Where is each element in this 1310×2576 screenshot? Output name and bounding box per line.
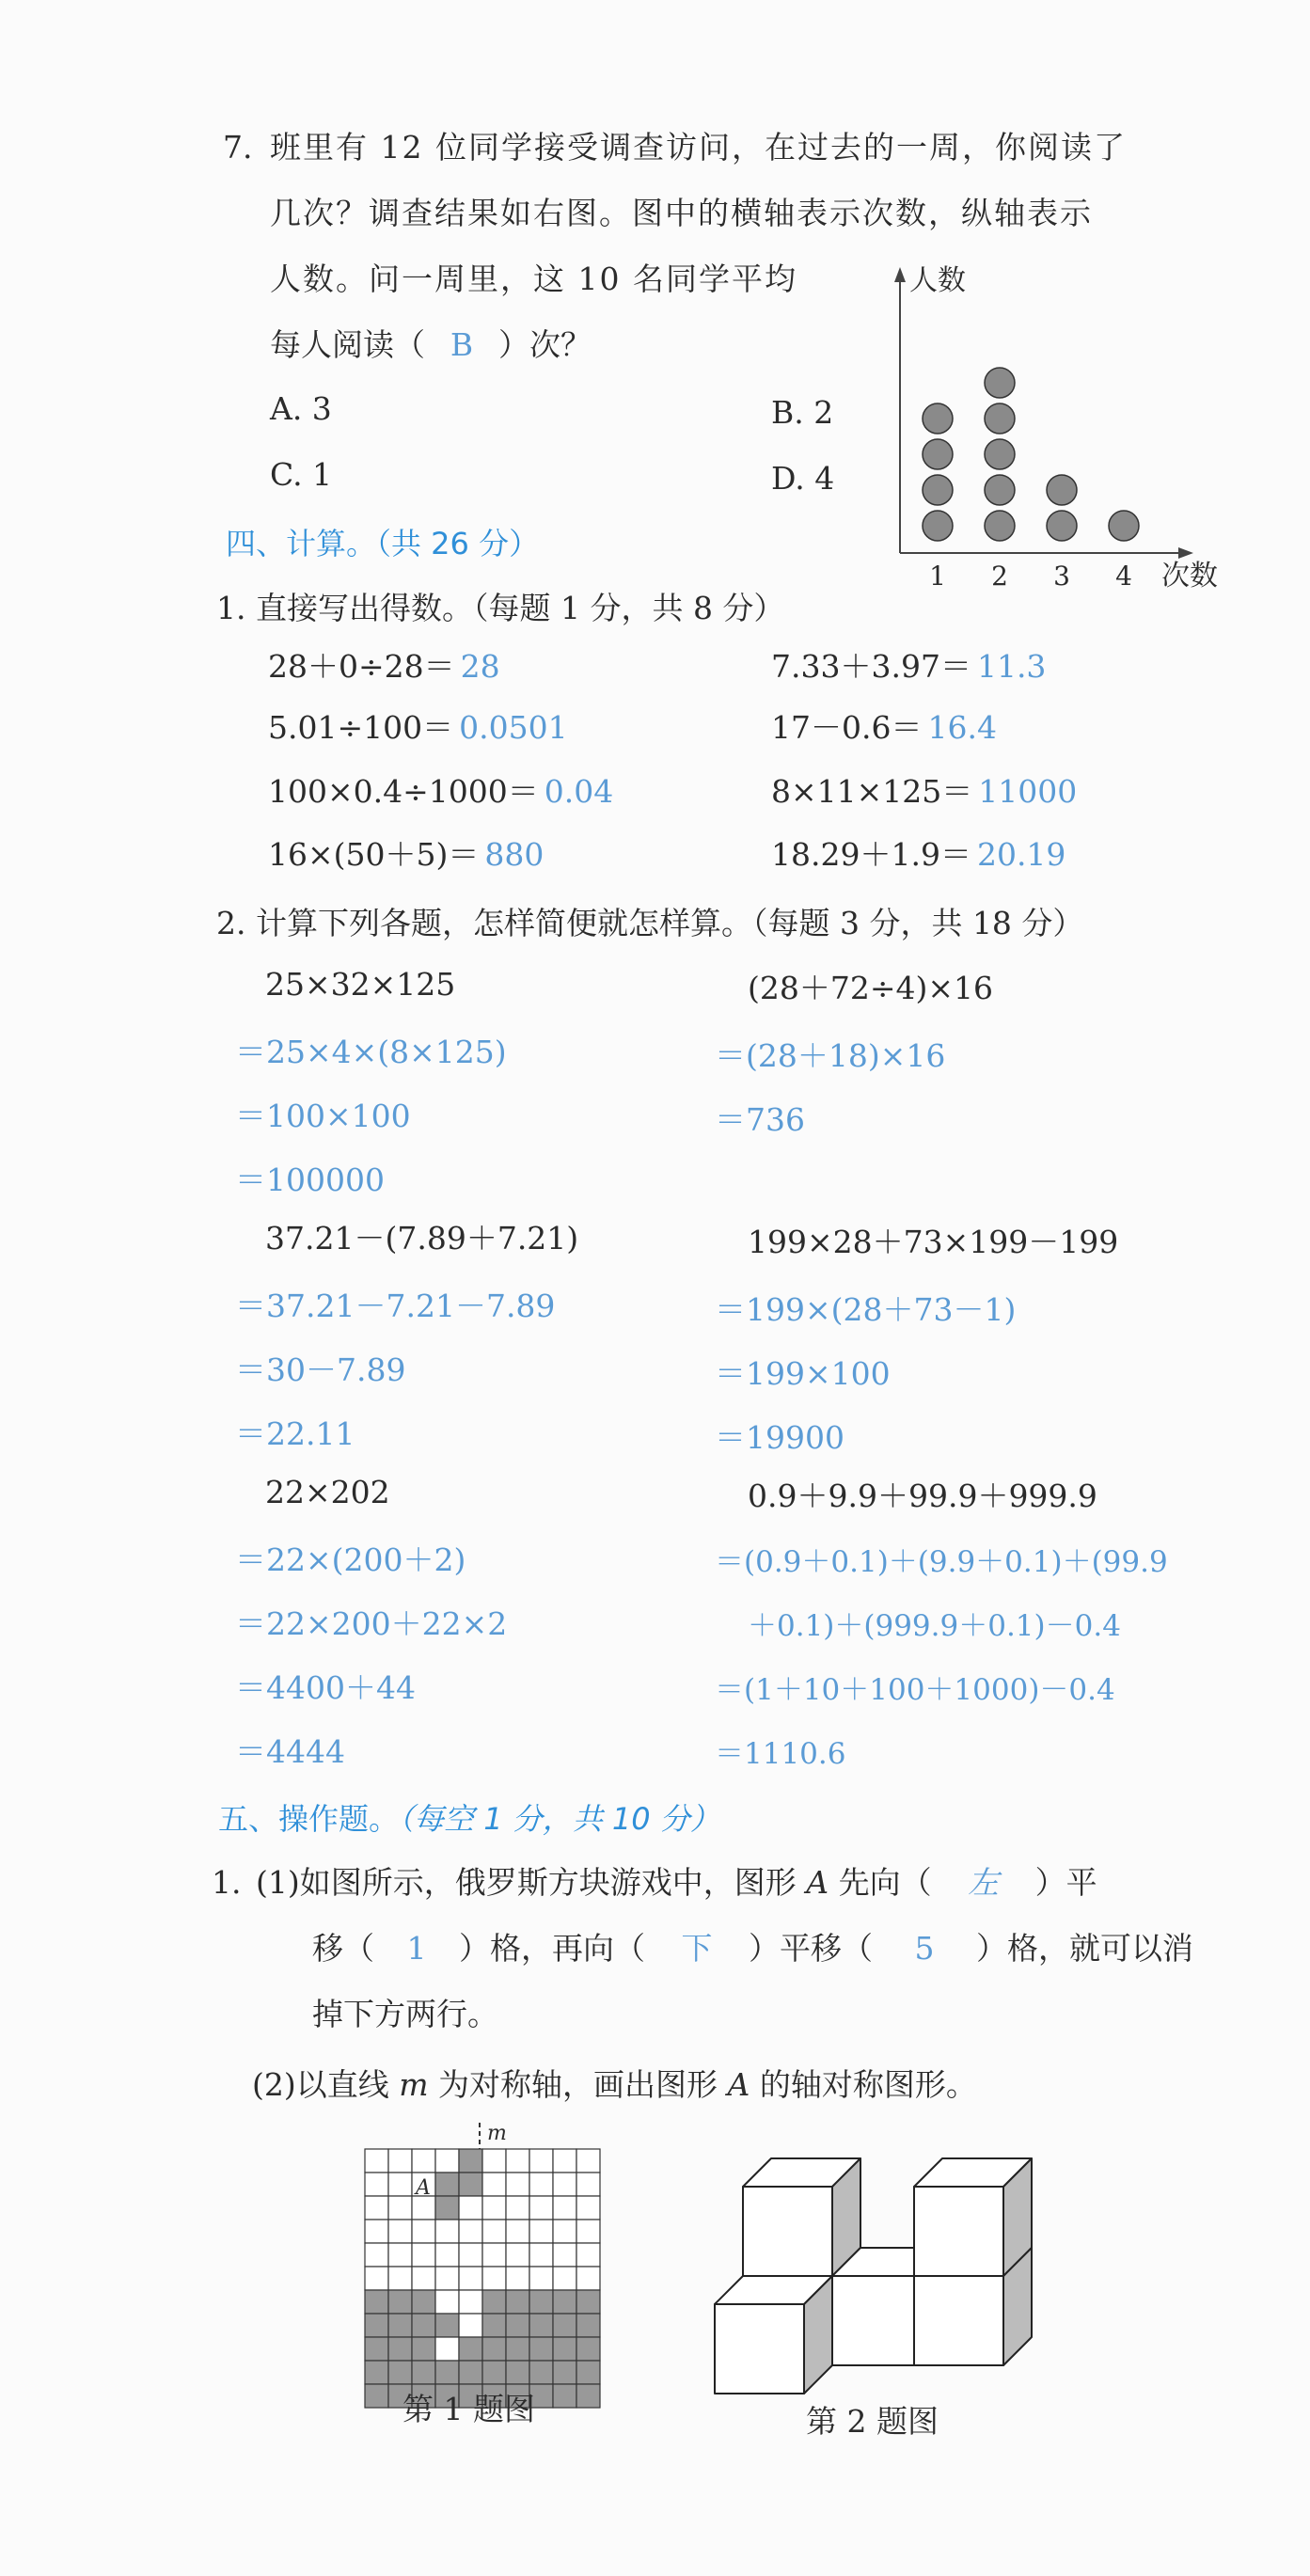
grid-cell: [459, 2290, 482, 2314]
grid-cell: [553, 2290, 576, 2314]
op-q2-part: 为对称轴，画出图形: [438, 2066, 718, 2103]
grid-cell: [388, 2243, 412, 2267]
figure-a-label: A: [727, 2066, 750, 2103]
grid-cell: [435, 2267, 459, 2290]
op-q1-line-2: [312, 1930, 1193, 1967]
blank-direction-1: 左: [968, 1864, 1000, 1901]
grid-cell: [459, 2196, 482, 2220]
grid-cell: [529, 2337, 553, 2361]
op-q1-text: ）平: [1034, 1864, 1097, 1901]
calc-expr: 8×11×125＝: [771, 773, 973, 810]
grid-cell: [435, 2149, 459, 2173]
calc-q1-title: 1. 直接写出得数。（每题 1 分，共 8 分）: [216, 590, 785, 626]
chart-dot: [985, 439, 1015, 469]
grid-cell: [412, 2361, 435, 2384]
grid-cell: [553, 2243, 576, 2267]
calc-item: [771, 709, 997, 746]
grid-cell: [459, 2267, 482, 2290]
calc-item: [771, 836, 1066, 873]
grid-cell: [435, 2361, 459, 2384]
problem-expression: 37.21－(7.89＋7.21): [265, 1220, 579, 1256]
grid-cell: [412, 2267, 435, 2290]
line-m-label: m: [399, 2066, 429, 2103]
grid-cell: [459, 2361, 482, 2384]
grid-cell: [482, 2220, 506, 2243]
chart-dot: [1047, 475, 1077, 505]
q7-option-b: B. 2: [771, 394, 834, 431]
grid-cell: [435, 2337, 459, 2361]
grid-cell: [529, 2314, 553, 2337]
section-5-title: [218, 1801, 720, 1837]
section-4-title: 四、计算。（共 26 分）: [226, 526, 540, 561]
chart-x-tick-label: 2: [991, 561, 1008, 592]
tetris-grid-figure: [357, 2121, 611, 2403]
grid-cell: [482, 2314, 506, 2337]
grid-cell: [482, 2243, 506, 2267]
problem-step: ＝(28＋18)×16: [715, 1037, 946, 1074]
op-q1-text: (1)如图所示，俄罗斯方块游戏中，图形: [256, 1864, 797, 1901]
grid-cell: [576, 2149, 600, 2173]
chart-dot: [1109, 511, 1139, 541]
grid-cell: [506, 2220, 529, 2243]
q7-stem-suffix: ）次？: [498, 326, 592, 363]
grid-cell: [412, 2220, 435, 2243]
problem-step: ＝736: [715, 1101, 805, 1138]
grid-cell: [365, 2173, 388, 2196]
calc-item: [268, 648, 500, 685]
grid-cell: [506, 2243, 529, 2267]
grid-cell: [576, 2196, 600, 2220]
q7-stem-prefix: 每人阅读（: [270, 326, 425, 363]
grid-cell: [553, 2384, 576, 2408]
grid-cell: [576, 2220, 600, 2243]
grid-cell: [553, 2220, 576, 2243]
grid-cell: [506, 2196, 529, 2220]
op-q1-text: ）格，再向（: [459, 1930, 645, 1967]
grid-cell: [529, 2243, 553, 2267]
grid-cell: [576, 2384, 600, 2408]
chart-dot: [1047, 511, 1077, 541]
calc-item: [268, 773, 614, 810]
grid-cell: [388, 2220, 412, 2243]
problem-step: ＝25×4×(8×125): [235, 1034, 507, 1070]
chart-x-tick-label: 3: [1053, 561, 1070, 592]
problem-step: ＝(1＋10＋100＋1000)－0.4: [715, 1673, 1115, 1707]
problem-expression: 199×28＋73×199－199: [748, 1224, 1119, 1260]
grid-cell: [482, 2173, 506, 2196]
grid-cell: [576, 2173, 600, 2196]
grid-cell: [529, 2173, 553, 2196]
grid-cell: [435, 2220, 459, 2243]
grid-cell: [529, 2361, 553, 2384]
q7-option-c: C. 1: [270, 456, 333, 493]
op-q2-part: 的轴对称图形。: [759, 2066, 977, 2103]
op-q1-text: 先向（: [838, 1864, 932, 1901]
grid-cell: [365, 2384, 388, 2408]
grid-cell: [576, 2337, 600, 2361]
q7-line-3: 人数。问一周里，这 10 名同学平均: [270, 261, 797, 297]
calc-answer: 11.3: [976, 648, 1047, 685]
grid-cell: [529, 2196, 553, 2220]
calc-answer: 11000: [978, 773, 1078, 810]
grid-cell: [459, 2220, 482, 2243]
calc-answer: 28: [460, 648, 500, 685]
grid-cell: [412, 2314, 435, 2337]
grid-cell: [459, 2314, 482, 2337]
grid-cell: [365, 2267, 388, 2290]
grid-cell: [412, 2337, 435, 2361]
problem-step: ＝22×200＋22×2: [235, 1605, 508, 1642]
cube-stack-figure: [705, 2130, 1063, 2412]
problem-step: ＝1110.6: [715, 1737, 846, 1771]
section-5-title-main: 五、操作题。: [218, 1801, 400, 1837]
grid-cell: [412, 2243, 435, 2267]
calc-item: [771, 648, 1047, 685]
q7-answer: B: [450, 326, 474, 363]
calc-expr: 17－0.6＝: [771, 709, 923, 746]
section-5-score-note: （每空 1 分，共 10 分）: [399, 1801, 720, 1837]
problem-step: ＋0.1)＋(999.9＋0.1)－0.4: [748, 1609, 1121, 1643]
figure-a-label: A: [806, 1864, 829, 1901]
grid-cell: [553, 2361, 576, 2384]
grid-cell: [459, 2243, 482, 2267]
grid-cell: [529, 2267, 553, 2290]
grid-cell: [435, 2196, 459, 2220]
grid-cell: [365, 2361, 388, 2384]
chart-x-axis-arrow: [1178, 547, 1193, 559]
grid-cell: [388, 2196, 412, 2220]
chart-x-tick-label: 4: [1115, 561, 1132, 592]
problem-step: ＝4444: [235, 1733, 345, 1770]
grid-cell: [365, 2314, 388, 2337]
blank-steps-2: 5: [914, 1930, 935, 1967]
calc-answer: 880: [484, 836, 545, 873]
grid-cell: [482, 2290, 506, 2314]
op-q1-text: ）格，就可以消: [976, 1930, 1193, 1967]
calc-q2-title: 2. 计算下列各题，怎样简便就怎样算。（每题 3 分，共 18 分）: [216, 905, 1084, 941]
op-q1-line-3: 掉下方两行。: [312, 1996, 498, 2032]
q7-option-d: D. 4: [771, 460, 835, 497]
blank-steps-1: 1: [406, 1930, 427, 1967]
grid-cell: [506, 2267, 529, 2290]
grid-cell: [365, 2220, 388, 2243]
grid-cell: [506, 2361, 529, 2384]
problem-step: ＝37.21－7.21－7.89: [235, 1288, 556, 1324]
grid-cell: [482, 2361, 506, 2384]
grid-cell: [388, 2290, 412, 2314]
grid-cell: [459, 2173, 482, 2196]
grid-cell: [576, 2267, 600, 2290]
q7-option-a: A. 3: [270, 390, 332, 427]
grid-cell: [576, 2290, 600, 2314]
grid-cell: [365, 2196, 388, 2220]
grid-line-label: m: [487, 2122, 507, 2145]
grid-cell: [435, 2243, 459, 2267]
op-q2-text: [252, 2066, 977, 2103]
problem-expression: 22×202: [265, 1474, 390, 1510]
grid-cell: [506, 2173, 529, 2196]
q7-line-4: [270, 326, 592, 363]
problem-step: ＝199×(28＋73－1): [715, 1291, 1017, 1328]
blank-direction-2: 下: [681, 1930, 713, 1967]
grid-cell: [506, 2337, 529, 2361]
chart-dot: [923, 403, 953, 434]
calc-item: [268, 709, 568, 746]
problem-step: ＝22.11: [235, 1415, 355, 1452]
grid-cell: [553, 2337, 576, 2361]
grid-cell: [412, 2149, 435, 2173]
problem-step: ＝100000: [235, 1162, 385, 1198]
q7-number: 7.: [223, 129, 253, 166]
q7-line-2: 几次？调查结果如右图。图中的横轴表示次数，纵轴表示: [270, 195, 1093, 231]
grid-cell: [553, 2314, 576, 2337]
grid-cell: [553, 2267, 576, 2290]
grid-cell: [553, 2196, 576, 2220]
grid-cell: [506, 2149, 529, 2173]
grid-cell: [482, 2337, 506, 2361]
grid-cell: [506, 2290, 529, 2314]
grid-cell: [482, 2196, 506, 2220]
figure-1-caption: 第 1 题图: [402, 2391, 535, 2427]
problem-step: ＝4400＋44: [235, 1669, 416, 1706]
grid-cell: [482, 2149, 506, 2173]
chart-x-label: 次数: [1161, 560, 1218, 593]
chart-dot: [985, 403, 1015, 434]
grid-cell: [365, 2337, 388, 2361]
grid-cell: [435, 2290, 459, 2314]
grid-cell: [553, 2173, 576, 2196]
grid-cell: [435, 2173, 459, 2196]
grid-cell: [388, 2314, 412, 2337]
grid-shape-label: A: [416, 2176, 431, 2200]
grid-cell: [506, 2314, 529, 2337]
chart-y-label: 人数: [909, 264, 966, 297]
grid-cell: [459, 2149, 482, 2173]
grid-cell: [576, 2361, 600, 2384]
problem-step: ＝19900: [715, 1419, 844, 1456]
chart-y-axis-arrow: [894, 267, 906, 282]
grid-cell: [576, 2314, 600, 2337]
chart-dot: [923, 439, 953, 469]
grid-cell: [529, 2290, 553, 2314]
calc-expr: 28＋0÷28＝: [268, 648, 455, 685]
chart-dot: [985, 368, 1015, 398]
grid-cell: [365, 2149, 388, 2173]
calc-expr: 16×(50＋5)＝: [268, 836, 480, 873]
calc-item: [268, 836, 545, 873]
grid-cell: [365, 2243, 388, 2267]
grid-cell: [529, 2149, 553, 2173]
calc-expr: 18.29＋1.9＝: [771, 836, 971, 873]
grid-cell: [388, 2149, 412, 2173]
chart-dot: [923, 475, 953, 505]
grid-cell: [412, 2290, 435, 2314]
problem-step: ＝22×(200＋2): [235, 1541, 466, 1578]
problem-step: ＝100×100: [235, 1098, 411, 1134]
cube-bottom-left: [715, 2276, 832, 2394]
chart-dot: [923, 511, 953, 541]
grid-cell: [388, 2361, 412, 2384]
chart-dot: [985, 475, 1015, 505]
grid-cell: [435, 2314, 459, 2337]
problem-expression: 25×32×125: [265, 966, 456, 1003]
grid-cell: [388, 2337, 412, 2361]
op-q1-number: 1.: [212, 1864, 242, 1901]
grid-cell: [553, 2149, 576, 2173]
calc-expr: 5.01÷100＝: [268, 709, 454, 746]
op-q1-line-1: [256, 1864, 1097, 1901]
op-q1-text: ）平移（: [749, 1930, 873, 1967]
op-q2-part: (2)以直线: [252, 2066, 389, 2103]
chart-dot: [985, 511, 1015, 541]
calc-expr: 7.33＋3.97＝: [771, 648, 971, 685]
cube-top-left: [743, 2158, 860, 2276]
calc-item: [771, 773, 1078, 810]
problem-step: ＝30－7.89: [235, 1351, 406, 1388]
calc-answer: 16.4: [927, 709, 997, 746]
calc-answer: 0.0501: [459, 709, 568, 746]
grid-cell: [529, 2220, 553, 2243]
grid-cell: [482, 2267, 506, 2290]
cube-top-right: [914, 2158, 1032, 2276]
grid-cell: [365, 2290, 388, 2314]
grid-cell: [576, 2243, 600, 2267]
calc-answer: 0.04: [544, 773, 614, 810]
problem-step: ＝(0.9＋0.1)＋(9.9＋0.1)＋(99.9: [715, 1545, 1168, 1579]
calc-expr: 100×0.4÷1000＝: [268, 773, 539, 810]
calc-answer: 20.19: [976, 836, 1066, 873]
op-q1-text: 移（: [312, 1930, 374, 1967]
figure-2-caption: 第 2 题图: [806, 2403, 939, 2440]
q7-line-1: 班里有 12 位同学接受调查访问，在过去的一周，你阅读了: [270, 129, 1127, 166]
grid-cell: [388, 2267, 412, 2290]
problem-expression: (28＋72÷4)×16: [748, 970, 994, 1006]
problem-expression: 0.9＋9.9＋99.9＋999.9: [748, 1478, 1097, 1514]
chart-x-tick-label: 1: [929, 561, 946, 592]
reading-dot-chart: [879, 254, 1218, 593]
grid-cell: [388, 2173, 412, 2196]
grid-cell: [459, 2337, 482, 2361]
problem-step: ＝199×100: [715, 1355, 891, 1392]
